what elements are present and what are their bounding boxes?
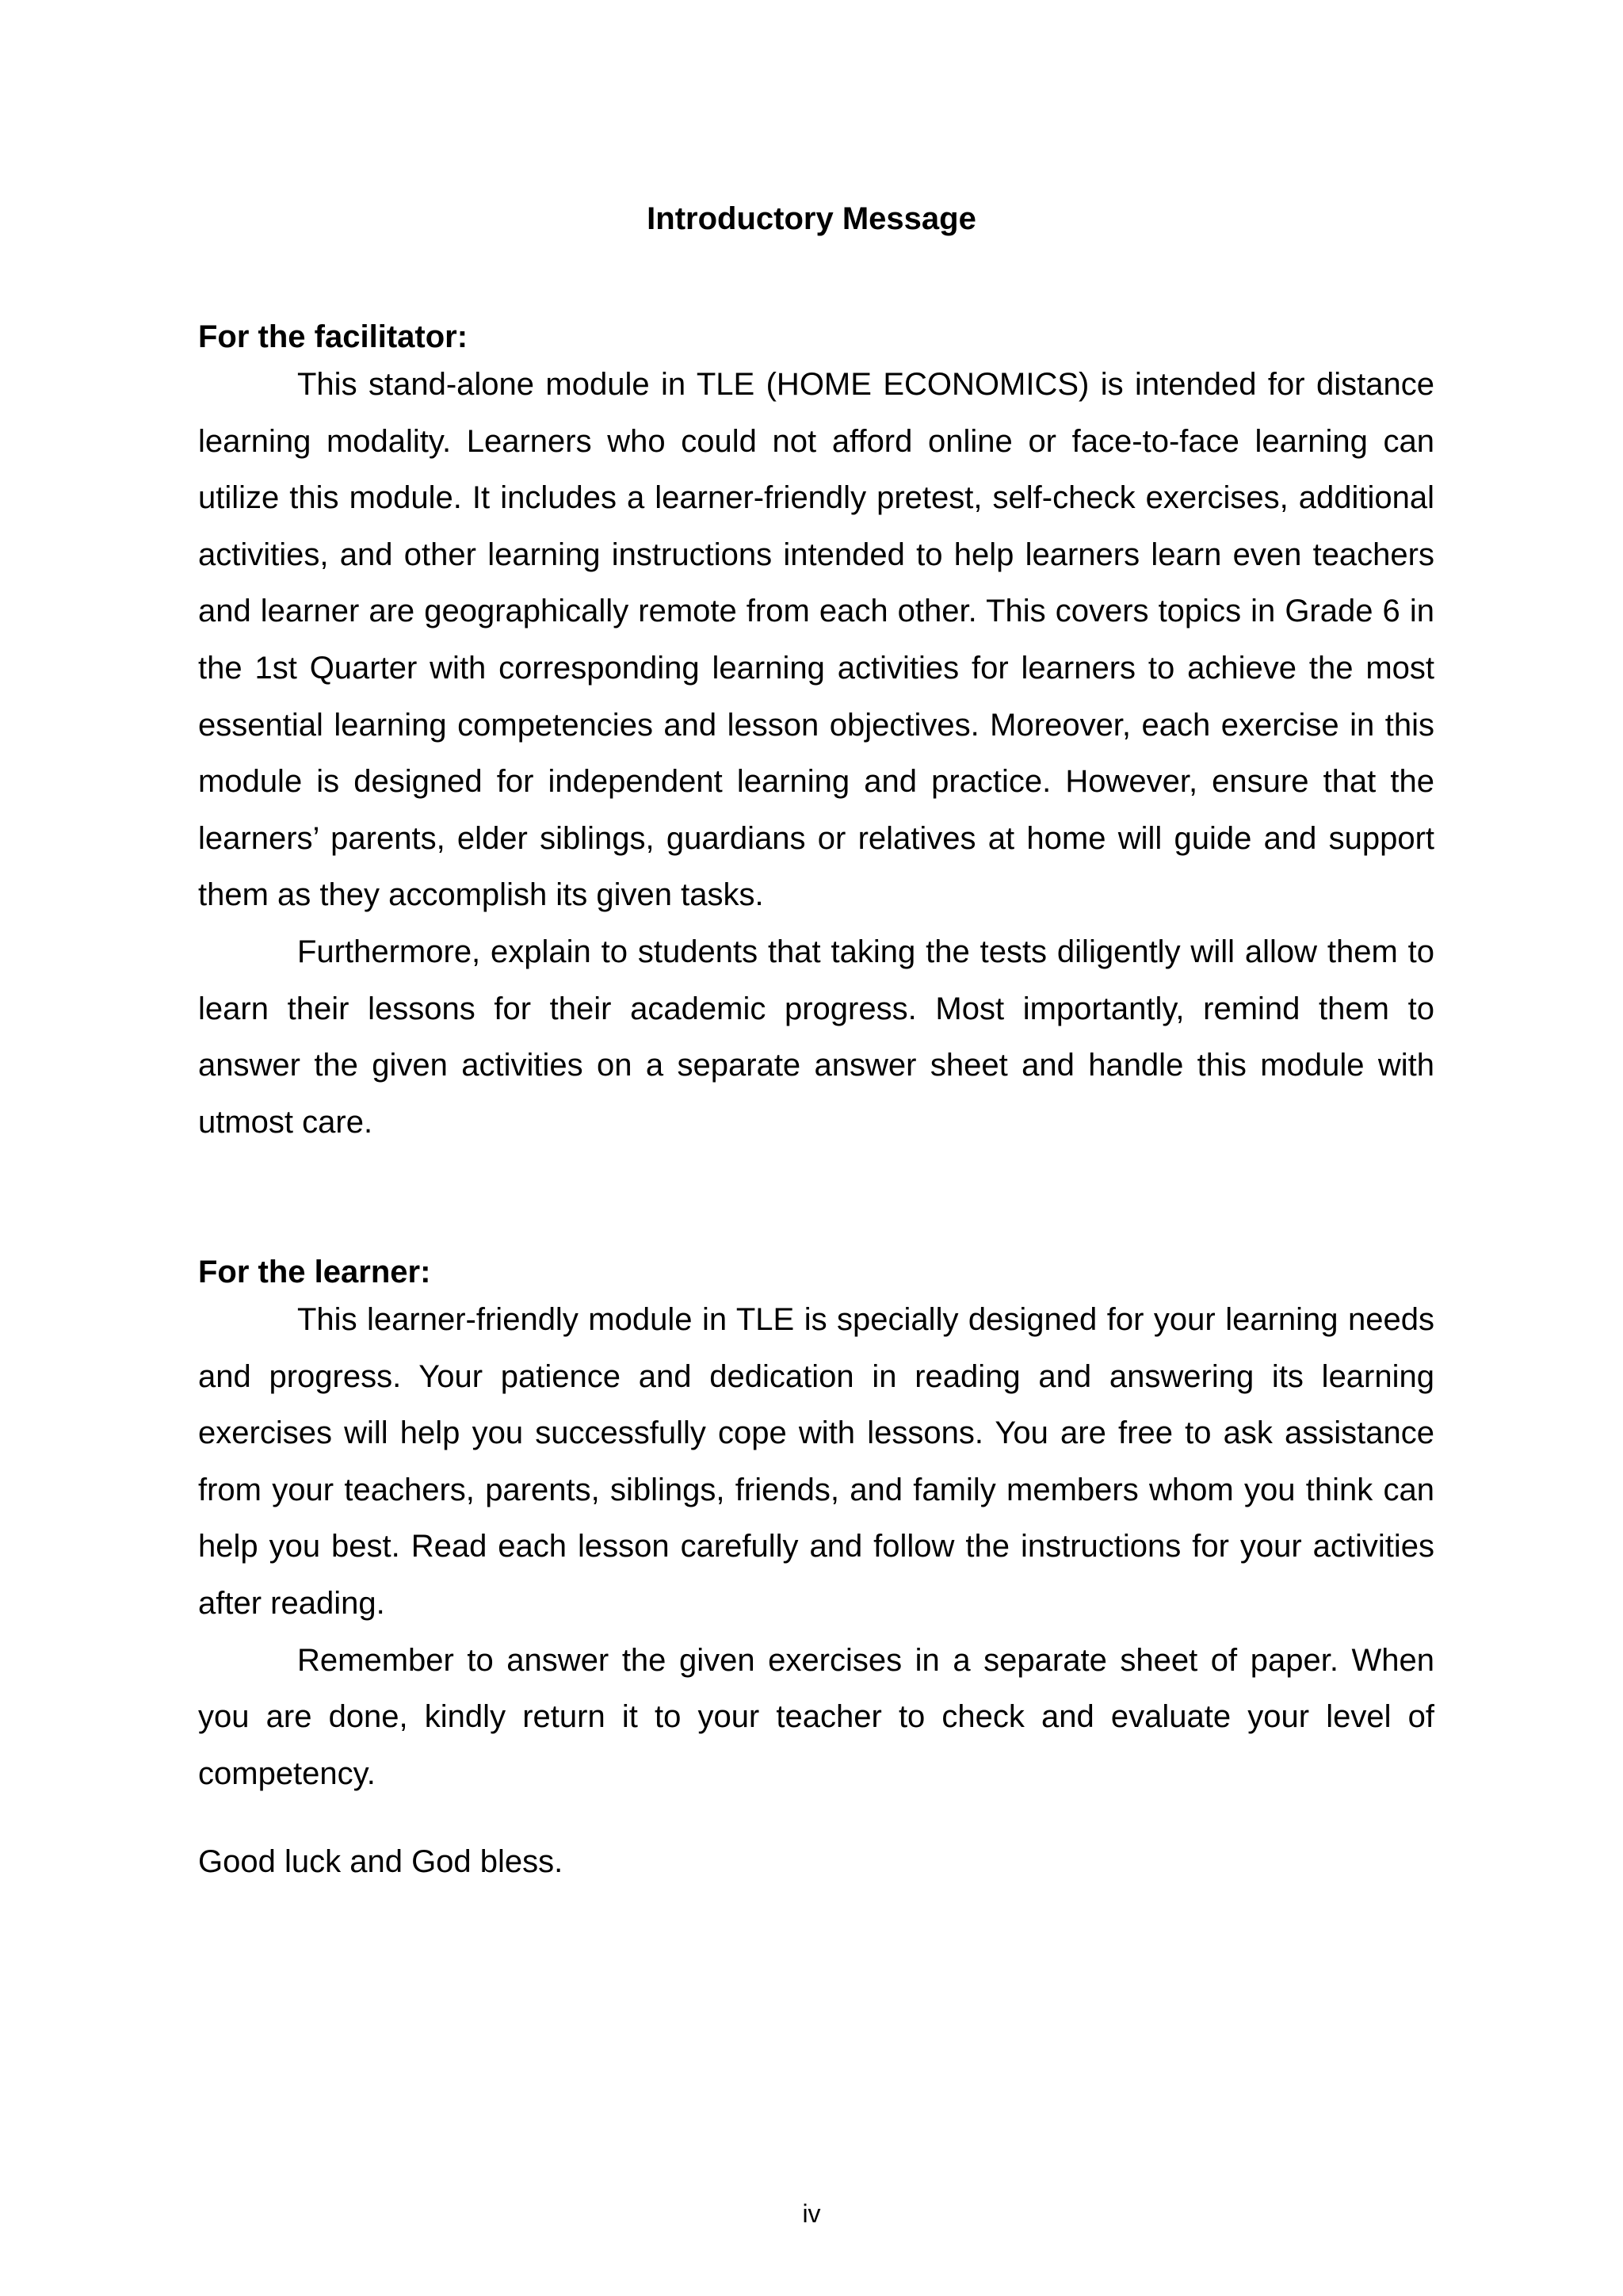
facilitator-paragraph-1: This stand-alone module in TLE (HOME ECONOMICS) is intended for distance learning modality. Learners who could not afford online or face-to-face learning can utilize this module. It includes a learner-friendly pretest, self-check exercises, additional activities, and other learning instructions intended to help learners learn even teachers and learner are geographically remote from each other. This covers topics in Grade 6 in the 1st Quarter with corresponding learning activities for learners to achieve the most essential learning competencies and lesson objectives. Moreover, each exercise in this module is designed for independent learning and practice. However, ensure that the learners’ parents, elder siblings, guardians or relatives at home will guide and support them as they accomplish its given tasks. xyxy=(198,367,1434,913)
facilitator-heading: For the facilitator: xyxy=(198,319,468,354)
page-title: Introductory Message xyxy=(647,201,976,236)
learner-section xyxy=(198,1252,1434,1802)
facilitator-paragraph-2: Furthermore, explain to students that taking the tests diligently will allow them to learn their lessons for their academic progress. Most importantly, remind them to answer the given activities on a separate answer sheet and handle this module with utmost care. xyxy=(198,934,1434,1140)
closing-line: Good luck and God bless. xyxy=(198,1844,563,1879)
facilitator-section xyxy=(198,317,1434,1151)
learner-paragraph-1: This learner-friendly module in TLE is specially designed for your learning needs and progress. Your patience and dedication in reading and answering its learning exercises will help you successfully cope with lessons. You are free to ask assistance from your teachers, parents, siblings, friends, and family members whom you think can help you best. Read each lesson carefully and follow the instructions for your activities after reading. xyxy=(198,1302,1434,1621)
page-number: iv xyxy=(802,2199,821,2228)
learner-paragraph-2: Remember to answer the given exercises in a separate sheet of paper. When you are done, kindly return it to your teacher to check and evaluate your level of competency. xyxy=(198,1642,1434,1791)
learner-heading: For the learner: xyxy=(198,1255,431,1289)
